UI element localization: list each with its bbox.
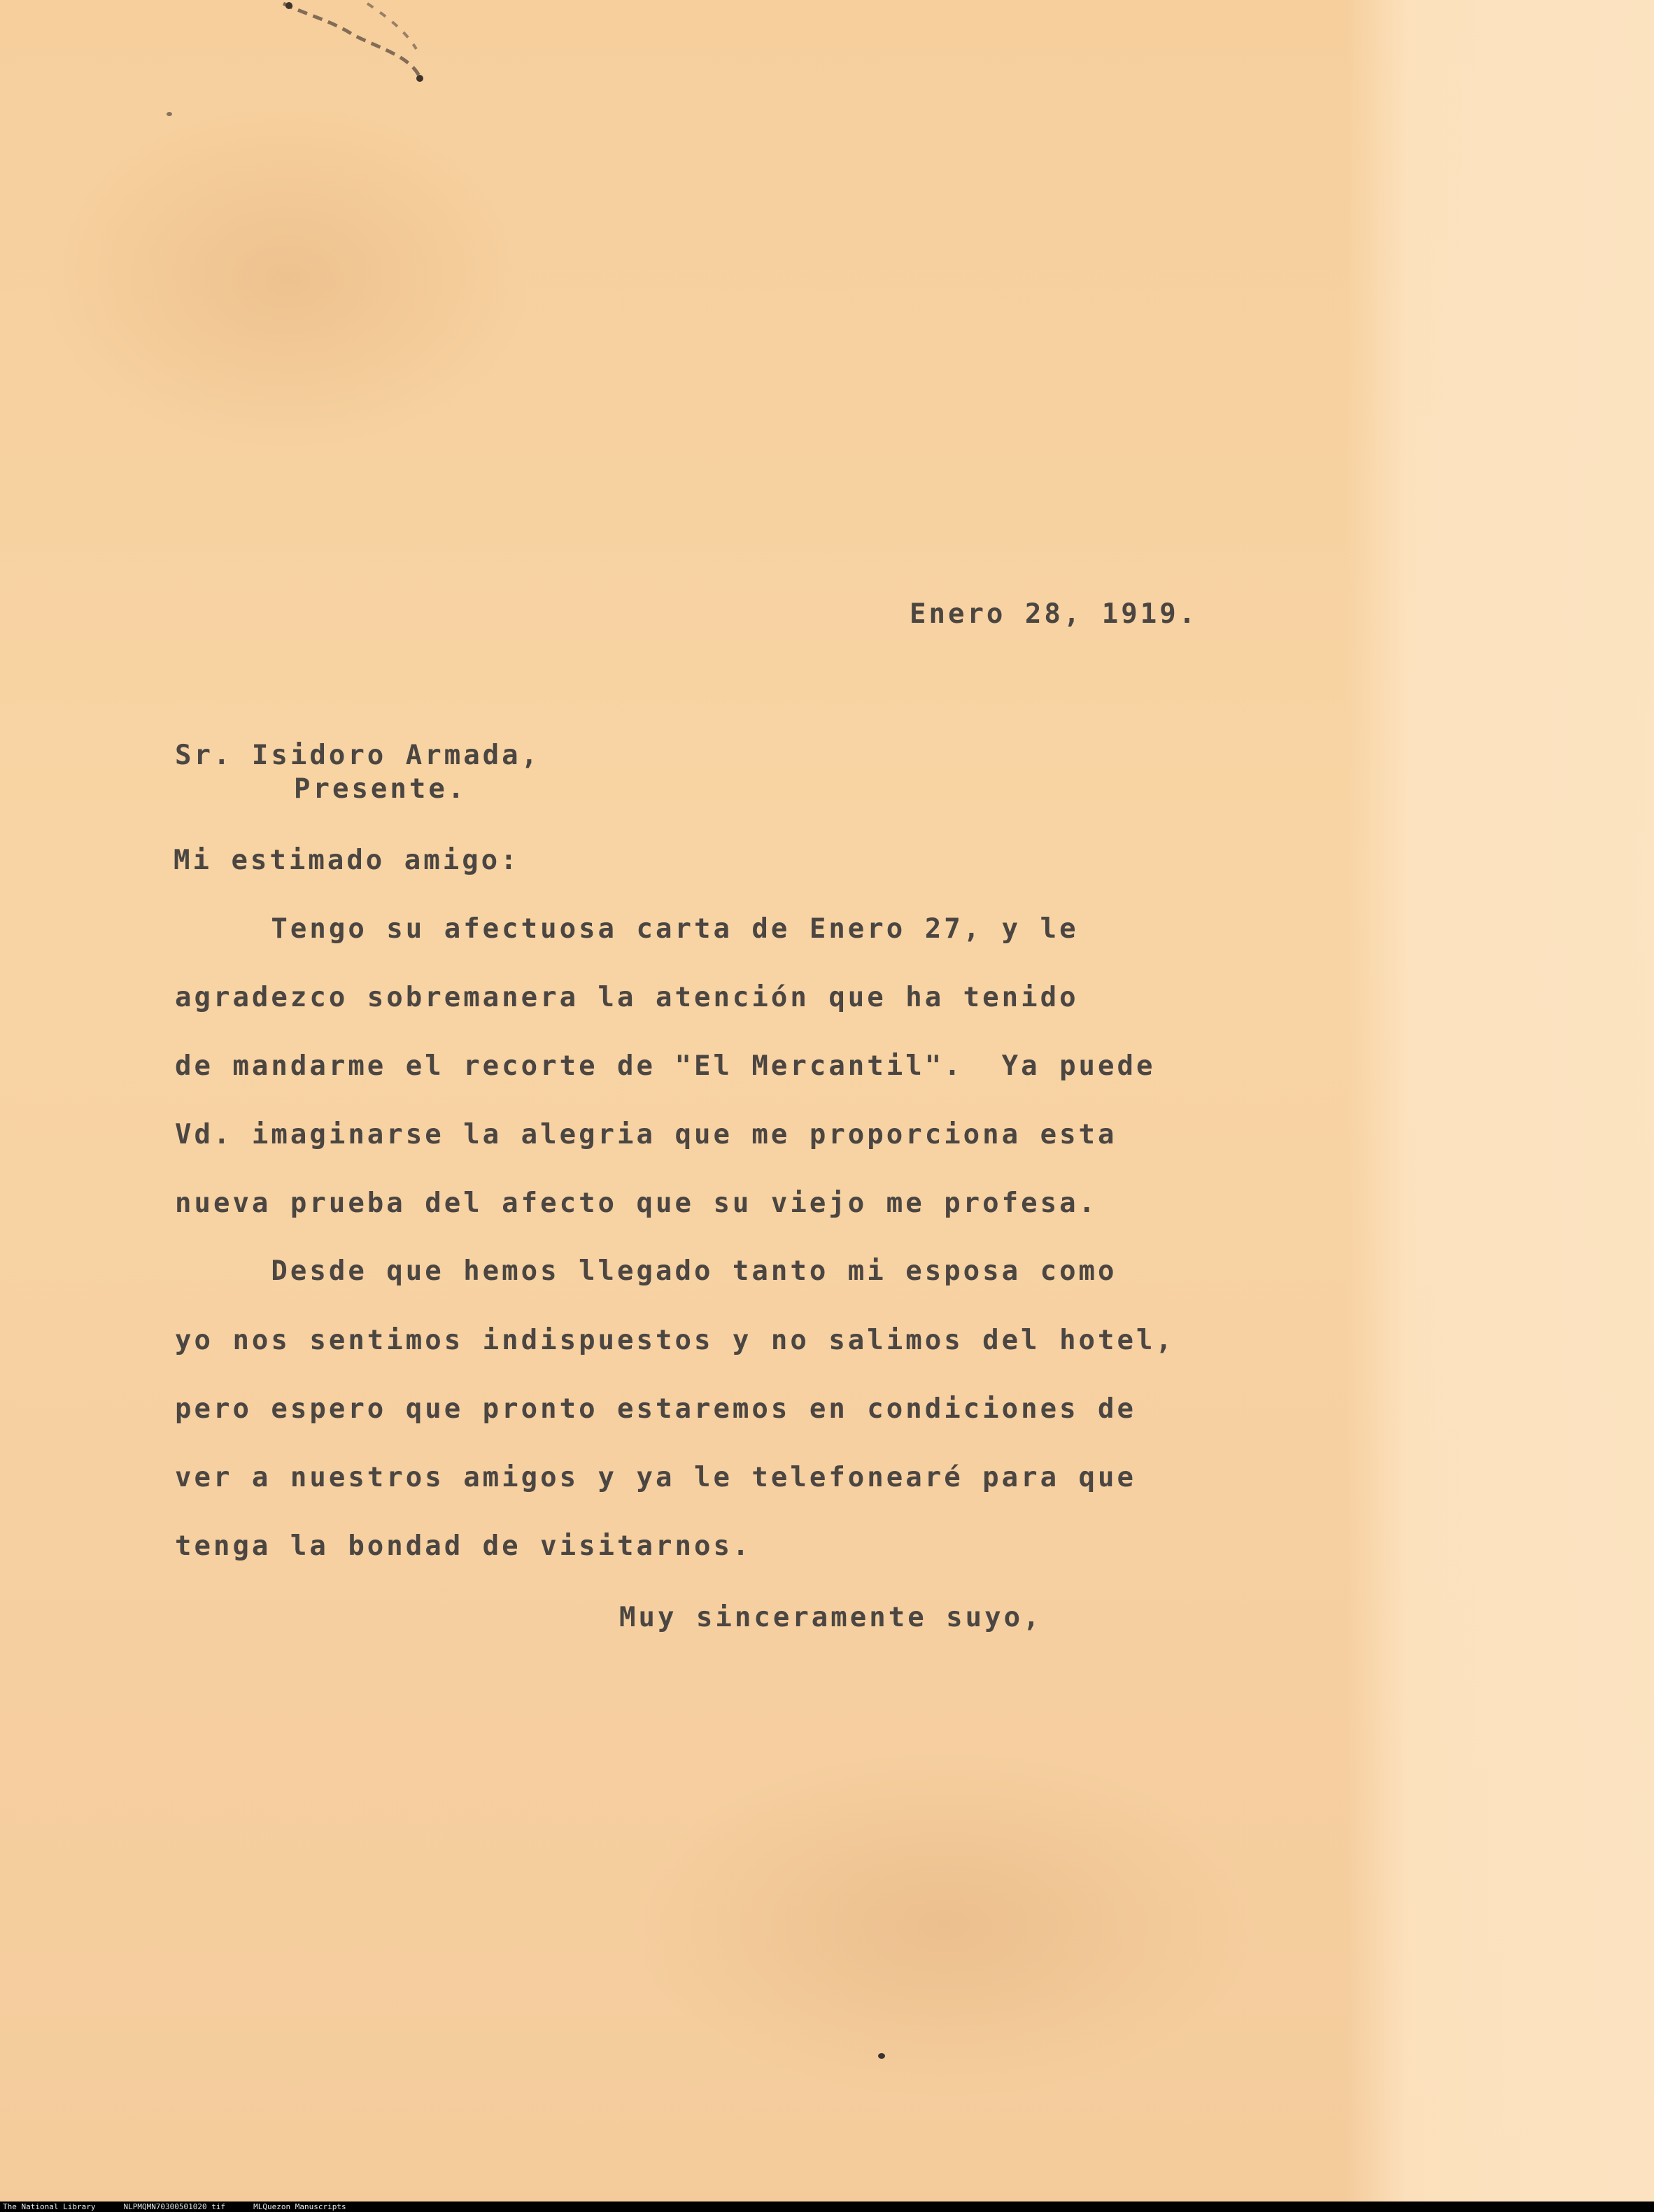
paper-stain <box>630 1749 1259 2099</box>
footer-file-id: NLPMQMN70300501020 tif <box>123 2202 226 2211</box>
body-line: Desde que hemos llegado tanto mi esposa como <box>175 1255 1117 1287</box>
addressee-location: Presente. <box>294 773 467 805</box>
ink-dot <box>878 2053 885 2059</box>
paper-edge-lighter <box>1346 0 1654 2202</box>
body-line: Vd. imaginarse la alegria que me proporciona esta <box>175 1119 1117 1150</box>
paperclip-rust-mark <box>276 0 444 98</box>
body-line: agradezco sobremanera la atención que ha tenido <box>175 982 1079 1013</box>
letter-date: Enero 28, 1919. <box>910 598 1199 630</box>
body-line: yo nos sentimos indispuestos y no salimos del hotel, <box>175 1325 1175 1356</box>
body-line: tenga la bondad de visitarnos. <box>175 1530 752 1562</box>
ink-dot <box>167 112 172 116</box>
footer-collection: MLQuezon Manuscripts <box>253 2202 346 2211</box>
body-line: ver a nuestros amigos y ya le telefonearé para que <box>175 1462 1136 1493</box>
body-line: de mandarme el recorte de "El Mercantil". Ya puede <box>175 1050 1156 1082</box>
scan-footer-bar <box>0 2202 1654 2212</box>
paper-stain <box>42 105 532 455</box>
body-line: nueva prueba del afecto que su viejo me profesa. <box>175 1188 1098 1219</box>
salutation: Mi estimado amigo: <box>174 845 520 876</box>
body-line: pero espero que pronto estaremos en condiciones de <box>175 1393 1136 1425</box>
footer-institution: The National Library <box>3 2202 96 2211</box>
closing: Muy sinceramente suyo, <box>619 1602 1042 1633</box>
body-line: Tengo su afectuosa carta de Enero 27, y le <box>175 913 1079 945</box>
addressee-name: Sr. Isidoro Armada, <box>175 740 541 771</box>
